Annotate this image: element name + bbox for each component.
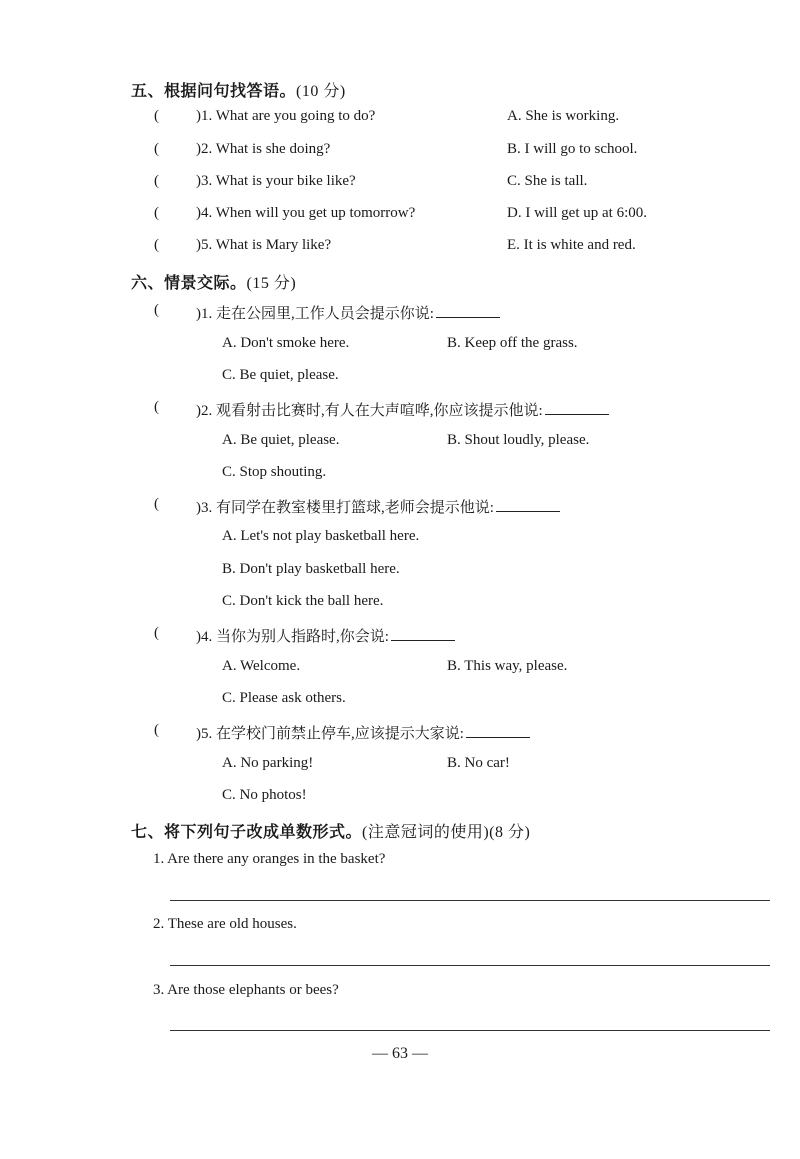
question-content: 走在公园里,工作人员会提示你说: — [216, 306, 434, 322]
answer-option: B. I will go to school. — [507, 141, 638, 157]
section6-points: (15 分) — [246, 275, 297, 292]
question-text — [196, 141, 330, 158]
question-number: )5. — [196, 726, 213, 742]
section7-heading — [131, 819, 530, 842]
choice-option: B. This way, please. — [447, 658, 568, 674]
choice-option: A. Don't smoke here. — [222, 335, 350, 351]
answer-paren-open: ( — [154, 205, 159, 221]
question-text — [196, 108, 375, 125]
section5-title: 五、根据问句找答语。 — [131, 81, 297, 100]
question-text — [196, 625, 455, 646]
answer-blank[interactable] — [496, 499, 560, 512]
answer-line[interactable] — [170, 1030, 770, 1031]
question-text — [196, 237, 331, 254]
rewrite-item: 3. Are those elephants or bees? — [153, 982, 339, 998]
choice-option: B. Don't play basketball here. — [222, 561, 400, 577]
question-number: )1. — [196, 108, 213, 124]
answer-paren-open: ( — [154, 722, 159, 738]
choice-option: C. Please ask others. — [222, 690, 346, 706]
answer-option: A. She is working. — [507, 108, 620, 124]
section7-note: (注意冠词的使用)(8 分) — [362, 824, 531, 841]
question-number: )3. — [196, 500, 213, 516]
question-text — [196, 302, 500, 323]
question-content: 观看射击比赛时,有人在大声喧哗,你应该提示他说: — [216, 403, 543, 419]
choice-option: A. Be quiet, please. — [222, 432, 340, 448]
answer-blank[interactable] — [391, 628, 455, 641]
answer-paren-open: ( — [154, 173, 159, 189]
question-content: What are you going to do? — [215, 108, 376, 124]
question-number: )1. — [196, 306, 213, 322]
choice-option: C. Don't kick the ball here. — [222, 593, 384, 609]
section7-title: 七、将下列句子改成单数形式。 — [131, 822, 363, 841]
answer-paren-open: ( — [154, 399, 159, 415]
answer-line[interactable] — [170, 900, 770, 901]
answer-paren-open: ( — [154, 625, 159, 641]
choice-option: A. Welcome. — [222, 658, 301, 674]
answer-blank[interactable] — [466, 725, 530, 738]
choice-option: C. Stop shouting. — [222, 464, 327, 480]
question-text — [196, 722, 530, 743]
choice-option: A. Let's not play basketball here. — [222, 528, 420, 544]
answer-option: E. It is white and red. — [507, 237, 636, 253]
question-number: )4. — [196, 205, 213, 221]
page-number: — 63 — — [372, 1045, 428, 1062]
choice-option: C. Be quiet, please. — [222, 367, 339, 383]
answer-line[interactable] — [170, 965, 770, 966]
choice-option: B. Keep off the grass. — [447, 335, 578, 351]
answer-paren-open: ( — [154, 141, 159, 157]
section6-heading — [131, 270, 296, 293]
question-text — [196, 173, 356, 190]
section5-heading — [131, 78, 346, 101]
question-number: )3. — [196, 173, 213, 189]
answer-blank[interactable] — [545, 402, 609, 415]
answer-blank[interactable] — [436, 305, 500, 318]
answer-paren-open: ( — [154, 496, 159, 512]
question-content: What is your bike like? — [215, 173, 356, 189]
choice-option: B. Shout loudly, please. — [447, 432, 590, 448]
question-text — [196, 399, 609, 420]
question-number: )5. — [196, 237, 213, 253]
question-number: )2. — [196, 403, 213, 419]
choice-option: B. No car! — [447, 755, 510, 771]
question-content: When will you get up tomorrow? — [215, 205, 416, 221]
question-content: 在学校门前禁止停车,应该提示大家说: — [216, 726, 464, 742]
answer-paren-open: ( — [154, 302, 159, 318]
rewrite-item: 2. These are old houses. — [153, 916, 297, 932]
question-number: )2. — [196, 141, 213, 157]
question-text — [196, 205, 415, 222]
question-content: 当你为别人指路时,你会说: — [216, 629, 389, 645]
question-number: )4. — [196, 629, 213, 645]
question-content: What is she doing? — [215, 141, 331, 157]
section6-title: 六、情景交际。 — [131, 273, 247, 292]
choice-option: C. No photos! — [222, 787, 307, 803]
answer-paren-open: ( — [154, 108, 159, 124]
rewrite-item: 1. Are there any oranges in the basket? — [153, 851, 386, 867]
answer-option: D. I will get up at 6:00. — [507, 205, 647, 221]
answer-option: C. She is tall. — [507, 173, 588, 189]
question-content: 有同学在教室楼里打篮球,老师会提示他说: — [216, 500, 494, 516]
question-content: What is Mary like? — [215, 237, 332, 253]
question-text — [196, 496, 560, 517]
section5-points: (10 分) — [296, 83, 346, 100]
choice-option: A. No parking! — [222, 755, 314, 771]
answer-paren-open: ( — [154, 237, 159, 253]
